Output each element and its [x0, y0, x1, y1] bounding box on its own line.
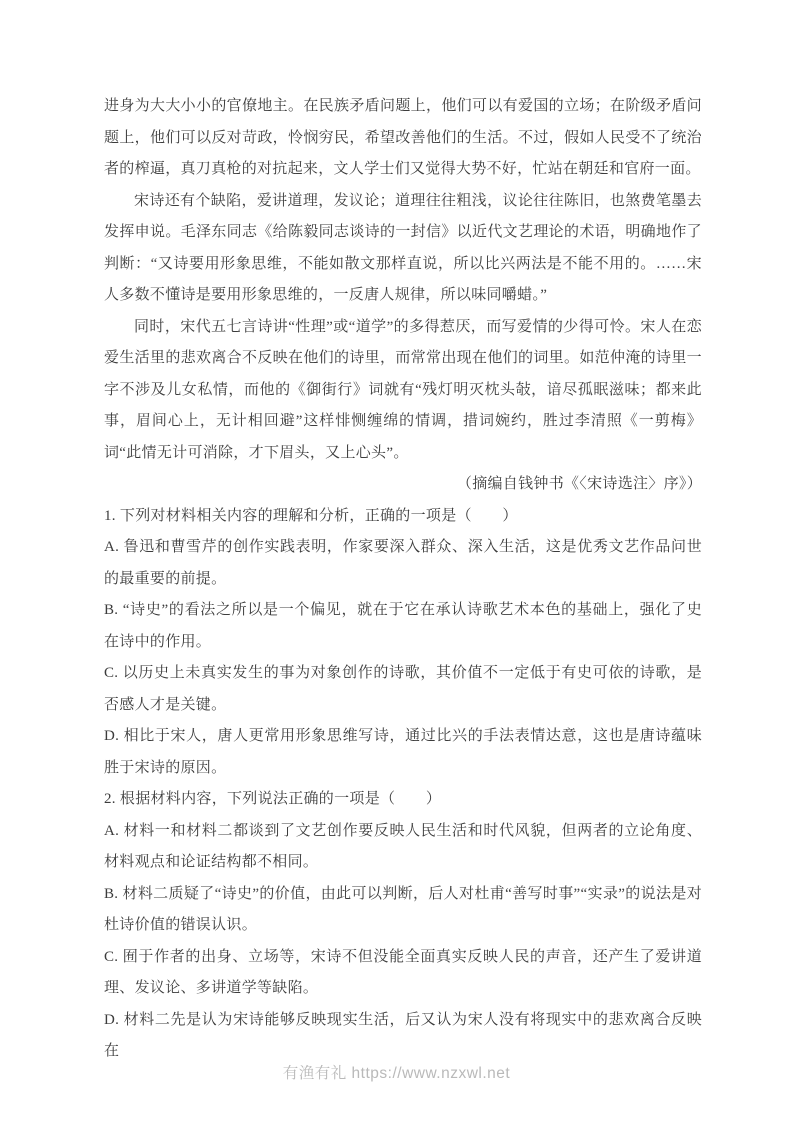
- question-1-option-b: B. “诗史”的看法之所以是一个偏见，就在于它在承认诗歌艺术本色的基础上，强化了史在诗中的作用。: [104, 602, 702, 650]
- passage-content: [104, 91, 702, 1068]
- question-2-option-d-truncated: D. 材料二先是认为宋诗能够反映现实生活，后又认为宋人没有将现实中的悲欢离合反映在: [104, 1011, 702, 1059]
- question-1-stem: 1. 下列对材料相关内容的理解和分析，正确的一项是（ ）: [104, 507, 518, 524]
- passage-paragraph-continuation: 进身为大大小小的官僚地主。在民族矛盾问题上，他们可以有爱国的立场；在阶级矛盾问题上，他们可以反对苛政，怜悯穷民，希望改善他们的生活。不过，假如人民受不了统治者的榨逼，真刀真枪的对抗起来，文人学士们又觉得大势不好，忙站在朝廷和官府一面。: [104, 98, 702, 177]
- question-2-option-c: C. 囿于作者的出身、立场等，宋诗不但没能全面真实反映人民的声音，还产生了爱讲道理、发议论、多讲道学等缺陷。: [104, 948, 702, 996]
- question-2: [104, 784, 702, 1068]
- question-2-option-b: B. 材料二质疑了“诗史”的价值，由此可以判断，后人对杜甫“善写时事”“实录”的说法是对杜诗价值的错误认识。: [104, 885, 702, 933]
- passage: [104, 91, 702, 501]
- question-1-option-c: C. 以历史上未真实发生的事为对象创作的诗歌，其价值不一定低于有史可依的诗歌，是否感人才是关键。: [104, 665, 702, 713]
- question-1-option-d: D. 相比于宋人，唐人更常用形象思维写诗，通过比兴的手法表情达意，这也是唐诗蕴味胜于宋诗的原因。: [104, 728, 702, 776]
- question-2-stem: 2. 根据材料内容，下列说法正确的一项是（ ）: [104, 791, 442, 807]
- question-2-option-a: A. 材料一和材料二都谈到了文艺创作要反映人民生活和时代风貌，但两者的立论角度、材料观点和论证结构都不相同。: [104, 822, 702, 870]
- question-1-option-a: A. 鲁迅和曹雪芹的创作实践表明，作家要深入群众、深入生活，这是优秀文艺作品问世的最重要的前提。: [104, 539, 702, 587]
- passage-paragraph: 宋诗还有个缺陷，爱讲道理，发议论；道理往往粗浅，议论往往陈旧，也煞费笔墨去发挥申说。毛泽东同志《给陈毅同志谈诗的一封信》以近代文艺理论的术语，明确地作了判断：“又诗要用形象思维，不能如散文那样直说，所以比兴两法是不能不用的。……宋人多数不懂诗是要用形象思维的，一反唐人规律，所以味同嚼蜡。”: [104, 192, 702, 303]
- passage-attribution: （摘编自钱钟书《〈宋诗选注〉序》）: [456, 476, 702, 492]
- watermark-site-link: 有渔有礼 https://www.nzxwl.net: [282, 1065, 511, 1082]
- passage-paragraph: 同时，宋代五七言诗讲“性理”或“道学”的多得惹厌，而写爱情的少得可怜。宋人在恋爱生活里的悲欢离合不反映在他们的诗里，而常常出现在他们的词里。如范仲淹的诗里一字不涉及儿女私情，而他的《御街行》词就有“残灯明灭枕头敧，谙尽孤眠滋味；都来此事，眉间心上，无计相回避”这样悱恻缠绵的情调，措词婉约，胜过李清照《一剪梅》词“此情无计可消除，才下眉头，又上心头”。: [104, 318, 702, 461]
- question-1: [104, 501, 702, 785]
